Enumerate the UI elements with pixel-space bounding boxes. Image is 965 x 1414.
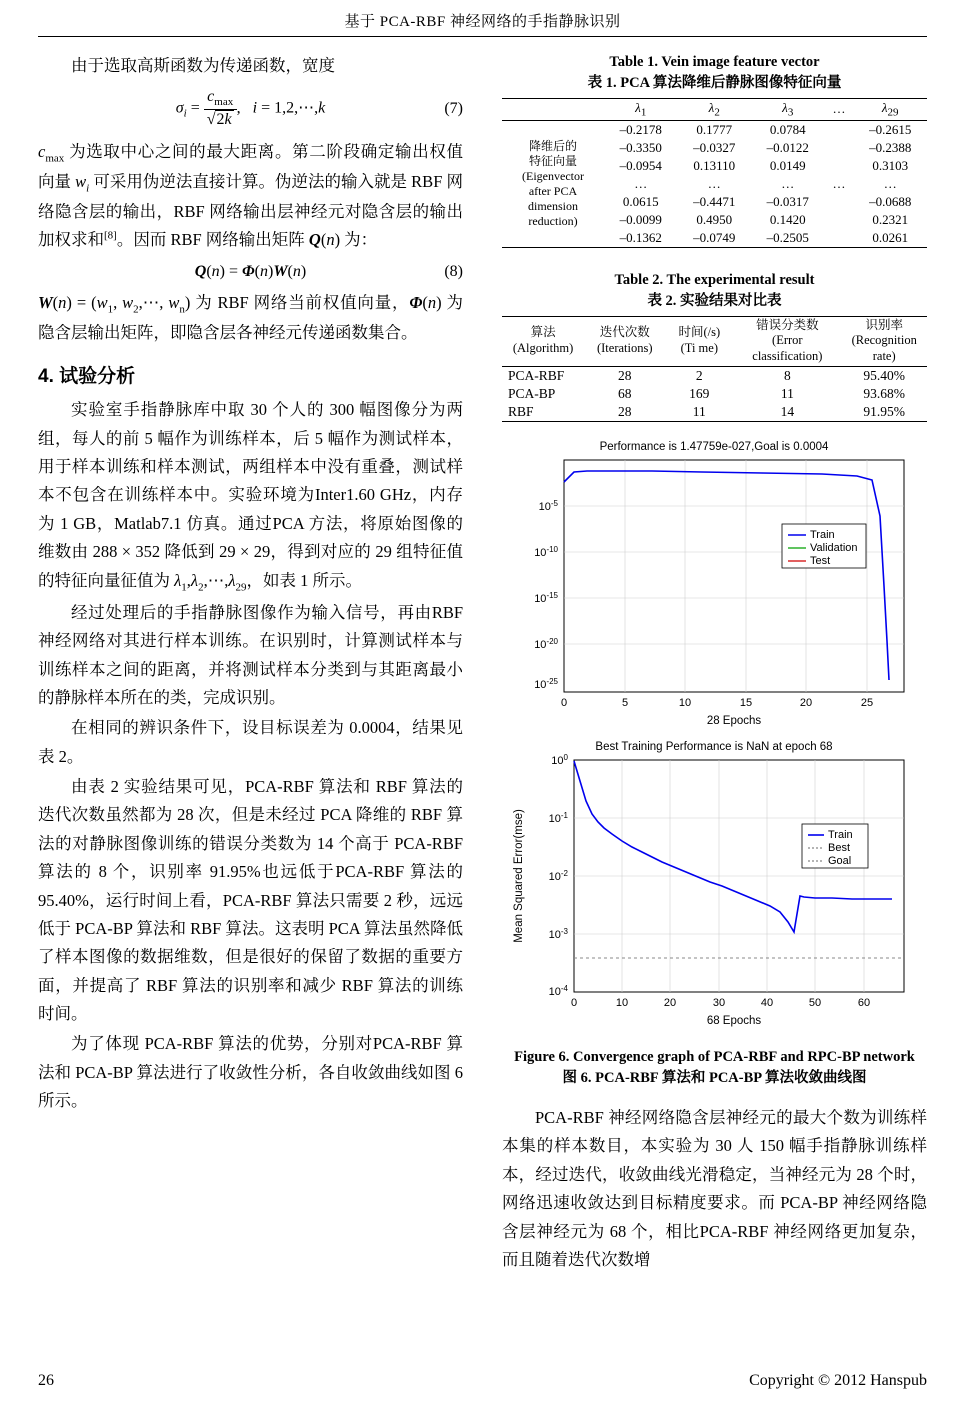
- right-column: [502, 52, 927, 1276]
- table2-caption: [502, 270, 927, 312]
- table1-caption: [502, 52, 927, 94]
- figure-caption-cn: 图 6. PCA-RBF 算法和 PCA-BP 算法收敛曲线图: [562, 1070, 867, 1087]
- svg-text:100: $10^0$: [551, 752, 568, 767]
- svg-text:10-1: $10^{-1}$: [548, 810, 568, 825]
- table-experimental-result: [502, 316, 927, 422]
- paragraph-convergence: 为了体现 PCA-RBF 算法的优势，分别对PCA-RBF 算法和 PCA-BP 算法进行了收敛性分析，各自收敛曲线如图 6 所示。: [38, 1034, 463, 1111]
- table-row: 0.0615 –0.4471 –0.0317 –0.0688: [622, 193, 912, 209]
- table1-caption-cn: 表 1. PCA 算法降维后静脉图像特征向量: [587, 75, 842, 92]
- equation-7: $\sigma_i$ = $\frac{c_{max}}{√2k}$ , i = 1,2,⋯,k (7): [175, 88, 463, 129]
- table-row: $\lambda_1$ $\lambda_2$ $\lambda_3$ … $\lambda_{29}$: [502, 99, 927, 121]
- page-number: 26: [38, 1372, 54, 1389]
- chart2-legend: [802, 824, 868, 868]
- paragraph-goal-error: 在相同的辨识条件下，设目标误差为 0.0004，结果见表 2。: [38, 718, 463, 766]
- copyright-notice: Copyright © 2012 Hanspub: [749, 1372, 927, 1389]
- svg-text:10-25: $10^{-25}$: [534, 676, 558, 691]
- chart1-title: Performance is 1.47759e-027,Goal is 0.0004: [599, 440, 829, 453]
- svg-text:10-3: $10^{-3}$: [548, 926, 568, 941]
- svg-text:10: 10: [678, 696, 692, 709]
- table-row: … … … … …: [634, 175, 897, 191]
- svg-text:40: 40: [760, 996, 774, 1009]
- table2-caption-en: Table 2. The experimental result: [614, 271, 815, 288]
- svg-text:50: 50: [808, 996, 822, 1009]
- svg-text:30: 30: [712, 996, 726, 1009]
- chart-best-training-performance: [502, 736, 927, 1041]
- svg-text:Train: Train: [828, 828, 853, 841]
- chart-performance-pca-rbf: [502, 436, 927, 736]
- svg-text:10-15: $10^{-15}$: [534, 590, 558, 605]
- table-row: 降维后的 特征向量 (Eigenvector after PCA dimension reduction) –0.2178 0.1777 0.0784 –0.2615: [502, 120, 927, 139]
- table1-row-label: 降维后的 特征向量 (Eigenvector after PCA dimension reduction): [502, 120, 604, 247]
- svg-text:Test: Test: [810, 554, 831, 567]
- table-row: PCA-BP 68 169 11 93.68%: [508, 385, 906, 401]
- table2-caption-cn: 表 2. 实验结果对比表: [647, 292, 782, 309]
- svg-text:10-2: $10^{-2}$: [548, 868, 568, 883]
- svg-text:0: 0: [560, 696, 568, 709]
- table-row: –0.0954 0.13110 0.0149 0.3103: [619, 157, 909, 173]
- svg-text:25: 25: [860, 696, 874, 709]
- svg-text:20: 20: [663, 996, 677, 1009]
- paragraph-weights: $W(n) = (w_1$, $w_2,\cdots$, $w_n$) 为 RBF 网络当前权值向量，Φ(n) 为隐含层输出矩阵，即隐含层各神经元传递函数集合。: [38, 292, 464, 342]
- equation-8: Q(n) = Φ(n)W(n) (8): [194, 262, 463, 280]
- table-row: PCA-RBF 28 2 8 95.40%: [502, 366, 927, 385]
- svg-text:5: 5: [621, 696, 629, 709]
- paragraph-training: 经过处理后的手指静脉图像作为输入信号，再由RBF 神经网络对其进行样本训练。在识别时，计算测试样本与训练样本之间的距离，并将测试样本分类到与其距离最小的静脉样本所在的类，完成识别。: [38, 602, 463, 707]
- table-row: RBF 28 11 14 91.95%: [502, 403, 927, 422]
- svg-text:15: 15: [739, 696, 753, 709]
- svg-text:60: 60: [857, 996, 871, 1009]
- svg-text:10-20: $10^{-20}$: [534, 636, 558, 651]
- paragraph-intro: 由于选取高斯函数为传递函数，宽度: [71, 56, 335, 75]
- table-row: –0.0099 0.4950 0.1420 0.2321: [619, 211, 909, 227]
- chart2-title: Best Training Performance is NaN at epoch 68: [595, 740, 833, 753]
- equation-8-number: (8): [444, 262, 463, 280]
- svg-text:Goal: Goal: [828, 854, 852, 867]
- chart1-legend: [782, 524, 866, 568]
- svg-text:Train: Train: [810, 528, 835, 541]
- running-head: 基于 PCA-RBF 神经网络的手指静脉识别: [344, 14, 621, 30]
- paragraph-dataset: 实验室手指静脉库中取 30 个人的 300 幅图像分为两组，每人的前 5 幅作为训练样本，后 5 幅作为测试样本，用于样本训练和样本测试，两组样本中没有重叠，测试样本不包含在训练样本中。实验环境为Inter1.60 GHz，内存为 1 GB，Matlab7.1 仿真。通过PCA 方法，将原始图像的维数由 288 × 352 降低到 29 × 29，得到对应的 29 组特征值的特征向量征值为 $\lambda_1,\lambda_2,\cdots,\lambda_{29}$，如表 1 所示。: [38, 400, 463, 593]
- svg-text:Best: Best: [828, 841, 851, 854]
- paragraph-pseudo-inverse: $c_{max}$ 为选取中心之间的最大距离。第二阶段确定输出权值向量 $w_i$ 可采用伪逆法直接计算。伪逆法的输入就是 RBF 网络隐含层的输出，RBF 网络输出层神经元对隐含层的输出加权求和[8]。因而 RBF 网络输出矩阵 Q(n) 为：: [38, 141, 464, 250]
- svg-text:10: 10: [615, 996, 629, 1009]
- equation-7-number: (7): [444, 99, 463, 117]
- svg-text:10-10: $10^{-10}$: [534, 544, 558, 559]
- chart2-ylabel: Mean Squared Error(mse): [513, 808, 525, 943]
- svg-text:10-5: $10^{-5}$: [538, 498, 558, 513]
- section-title-experiment: 4. 试验分析: [38, 366, 136, 388]
- paragraph-results-analysis: 由表 2 实验结果可见，PCA-RBF 算法和 RBF 算法的迭代次数虽然都为 28 次，但是未经过 PCA 降维的 RBF 算法的对静脉图像训练的错误分类数为 14 个高于 PCA-RBF 算法的 8 个，识别率 91.95%也远低于PCA-RBF 算法的 95.40%，运行时间上看，PCA-RBF 算法只需要 2 秒，远远低于 PCA-BP 算法和 RBF 算法。这表明 PCA 算法虽然降低了样本图像的数据维数，但是很好的保留了数据的重要方面，并提高了 RBF 算法的识别率和减少 RBF 算法的训练时间。: [38, 777, 463, 1024]
- chart2-xlabel: 68 Epochs: [706, 1014, 762, 1027]
- svg-text:0: 0: [570, 996, 578, 1009]
- chart1-xlabel: 28 Epochs: [706, 714, 762, 727]
- table-header-row: 算法 (Algorithm) 迭代次数 (Iterations) 时间(/s) (Ti me) 错误分类数 (Error classification) 识别率 (Recognition rate): [502, 316, 927, 366]
- left-column: [38, 52, 463, 1118]
- figure-6: [502, 436, 927, 1091]
- svg-text:10-4: $10^{-4}$: [548, 983, 568, 998]
- figure-caption: [502, 1047, 927, 1091]
- svg-text:Validation: Validation: [810, 541, 858, 554]
- table-vein-feature-vector: [502, 98, 927, 248]
- svg-text:20: 20: [799, 696, 813, 709]
- table-row: –0.1362 –0.0749 –0.2505 0.0261: [502, 229, 927, 248]
- figure-caption-en: Figure 6. Convergence graph of PCA-RBF and RPC-BP network: [514, 1048, 915, 1065]
- header-divider: [38, 36, 927, 37]
- table-row: –0.3350 –0.0327 –0.0122 –0.2388: [619, 139, 912, 155]
- paragraph-right-conclusion: PCA-RBF 神经网络隐含层神经元的最大个数为训练样本集的样本数目，本实验为 30 人 150 幅手指静脉训练样本，经过迭代，收敛曲线光滑稳定，当神经元为 28 个时，网络迅速收敛达到目标精度要求。而 PCA-BP 神经网络隐含层神经元为 68 个，相比PCA-RBF 神经网络更加复杂，而且随着迭代次数增: [502, 1108, 927, 1269]
- table1-caption-en: Table 1. Vein image feature vector: [609, 54, 820, 70]
